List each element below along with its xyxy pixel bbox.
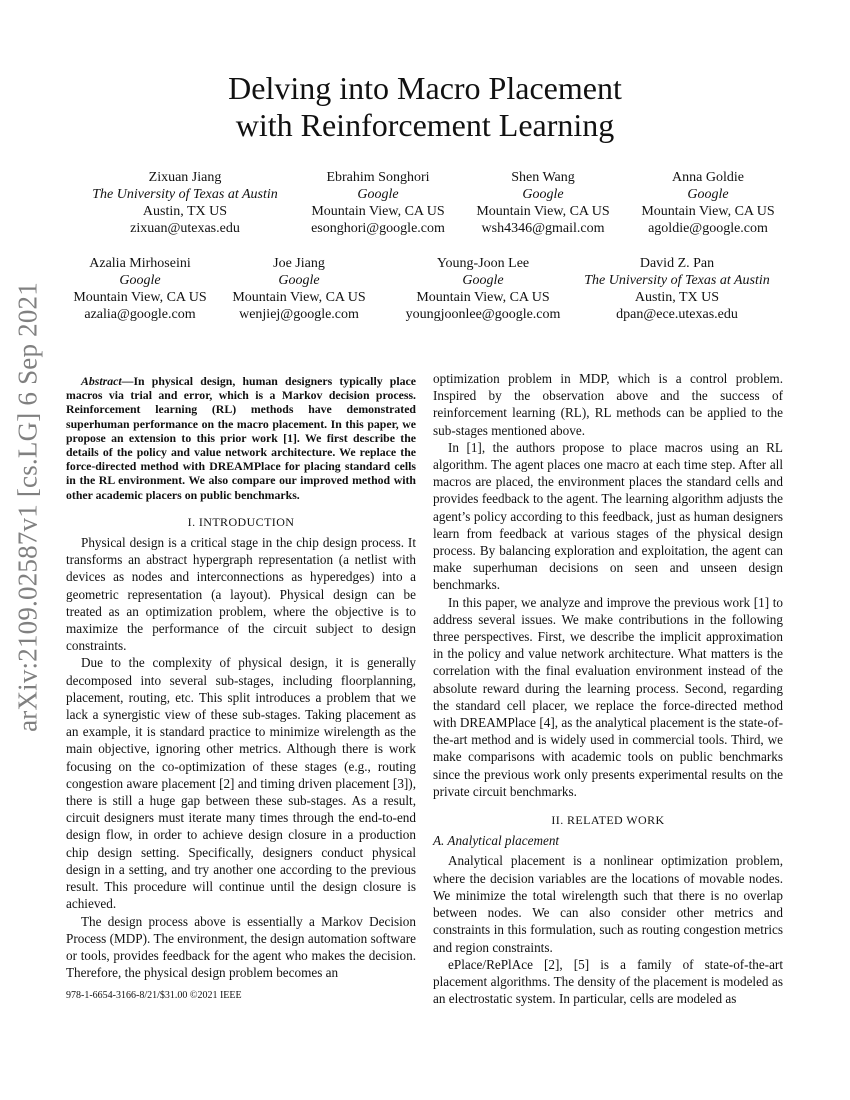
author-email: wenjiej@google.com bbox=[239, 307, 359, 322]
author-email: youngjoonlee@google.com bbox=[405, 307, 561, 322]
abstract-text: —In physical design, human designers typically place macros via trial and error, which is a Markov decision process. Reinforcement learning (RL) methods have demonstrated superhuman performance on the macro placement. In this paper, we propose an extension to this prior work [1]. We first describe the details of the policy and value network architecture. We replace the force-directed method with DREAMPlace for placing standard cells in the RL environment. We also compare our improved method with other academic placers on public benchmarks. bbox=[66, 374, 416, 502]
author-affiliation: The University of Texas at Austin bbox=[584, 273, 770, 288]
author-email: agoldie@google.com bbox=[648, 221, 768, 236]
author-block bbox=[214, 255, 384, 323]
paragraph: In [1], the authors propose to place macros using an RL algorithm. The agent places one macro at each time step. After all macros are placed, the environment places the standard cells and provides feedback to the agent. The learning algorithm adjusts the agent’s policy according to this feedback, just as human designers learn from feedback at various stages of the physical design process. By balancing exploration and exploitation, the agent can make superhuman decisions on seen and unseen design benchmarks. bbox=[433, 439, 783, 593]
title-line-1: Delving into Macro Placement bbox=[228, 70, 622, 106]
author-location: Mountain View, CA US bbox=[416, 290, 550, 305]
title-line-2: with Reinforcement Learning bbox=[235, 107, 615, 143]
section-heading-introduction: I. INTRODUCTION bbox=[187, 514, 295, 529]
abstract-label: Abstract bbox=[81, 374, 122, 388]
paragraph: The design process above is essentially a Markov Decision Process (MDP). The environment, the design automation software or tools, provides feedback for the agent who makes the decision. Therefore, the physical design problem becomes an bbox=[66, 913, 416, 981]
author-affiliation: Google bbox=[278, 273, 320, 288]
author-affiliation: The University of Texas at Austin bbox=[92, 187, 278, 202]
abstract bbox=[66, 374, 416, 502]
author-location: Mountain View, CA US bbox=[311, 204, 445, 219]
author-location: Mountain View, CA US bbox=[476, 204, 610, 219]
author-affiliation: Google bbox=[462, 273, 504, 288]
author-email: esonghori@google.com bbox=[311, 221, 445, 236]
author-email: zixuan@utexas.edu bbox=[130, 221, 240, 236]
author-affiliation: Google bbox=[119, 273, 161, 288]
right-column bbox=[433, 370, 783, 1007]
paper-title bbox=[120, 70, 730, 144]
author-name: Azalia Mirhoseini bbox=[89, 256, 191, 271]
author-name: Anna Goldie bbox=[672, 170, 744, 185]
author-block bbox=[52, 255, 228, 323]
subsection-heading: A. Analytical placement bbox=[433, 833, 560, 849]
author-block bbox=[622, 169, 794, 237]
author-location: Austin, TX US bbox=[142, 204, 228, 219]
copyright-footer: 978-1-6654-3166-8/21/$31.00 ©2021 IEEE bbox=[66, 990, 242, 1001]
author-block bbox=[60, 169, 310, 237]
paragraph: optimization problem in MDP, which is a control problem. Inspired by the observation above and the success of reinforcement learning (RL), RL methods can be applied to the sub-stages mentioned above. bbox=[433, 371, 783, 438]
author-name: Joe Jiang bbox=[273, 256, 325, 271]
author-location: Mountain View, CA US bbox=[641, 204, 775, 219]
author-block bbox=[458, 169, 628, 237]
author-affiliation: Google bbox=[357, 187, 399, 202]
arxiv-side-label bbox=[2, 267, 54, 747]
author-email: azalia@google.com bbox=[84, 307, 196, 322]
section-heading-related-work: II. RELATED WORK bbox=[551, 813, 665, 828]
left-column bbox=[66, 374, 416, 981]
paragraph: Physical design is a critical stage in the chip design process. It transforms an abstract hypergraph representation (a netlist with devices as nodes and interconnections as hyperedges) into a geometric representation (a layout). Physical design can be treated as an optimization problem, where the objective is to maximize the performance of the circuit subject to design constraints. bbox=[66, 535, 416, 654]
author-name: David Z. Pan bbox=[639, 256, 715, 271]
author-location: Mountain View, CA US bbox=[232, 290, 366, 305]
paragraph: ePlace/RePlAce [2], [5] is a family of state-of-the-art placement algorithms. The density of the placement is modeled as an electrostatic system. In particular, cells are modeled as bbox=[433, 956, 783, 1007]
author-block bbox=[290, 169, 466, 237]
author-name: Shen Wang bbox=[511, 170, 575, 185]
author-affiliation: Google bbox=[522, 187, 564, 202]
author-location: Austin, TX US bbox=[634, 290, 720, 305]
author-email: dpan@ece.utexas.edu bbox=[616, 307, 738, 322]
paragraph: In this paper, we analyze and improve the previous work [1] to address several issues. We make contributions in the following three perspectives. First, we describe the implicit approximation in the policy and value network architecture. What matters is the correlation with the final evaluation environment instead of the absolute reward during the learning process. Second, regarding the standard cell placer, we replace the force-directed method with DREAMPlace [4], as the analytical placement is the state-of-the-art method and is widely used in commercial tools. Third, we make comparisons with academic tools on public benchmarks since the previous work only presents experimental results on the private circuit benchmarks. bbox=[433, 594, 783, 799]
author-email: wsh4346@gmail.com bbox=[481, 221, 605, 236]
author-block bbox=[552, 255, 802, 323]
author-name: Young-Joon Lee bbox=[436, 256, 530, 271]
author-affiliation: Google bbox=[687, 187, 729, 202]
paragraph: Due to the complexity of physical design, it is generally decomposed into several sub-stages, including floorplanning, placement, routing, etc. This split introduces a problem that we lack a synergistic view of these sub-stages. Taking placement as an example, it is standard practice to minimize wirelength as the main objective, ignoring other metrics. Although there is work focusing on the co-optimization of these stages (e.g., routing congestion aware placement [2] and timing driven placement [3]), there is still a huge gap between these sub-stages. As a result, circuit designers must iterate many times through the end-to-end design flow, in order to achieve design closure in a production chip design setting. Specifically, designers conduct physical design in a setting, and try another one according to the previous result. This procedure will continue until the design closure is achieved. bbox=[66, 655, 416, 912]
author-location: Mountain View, CA US bbox=[73, 290, 207, 305]
arxiv-identifier: arXiv:2109.02587v1 [cs.LG] 6 Sep 2021 bbox=[12, 282, 43, 732]
author-name: Ebrahim Songhori bbox=[326, 170, 430, 185]
paragraph: Analytical placement is a nonlinear optimization problem, where the decision variables are the locations of movable nodes. We minimize the total wirelength such that there is no overlap between nodes. We can also consider other metrics and constraints in this formulation, such as routing congestion metrics and region constraints. bbox=[433, 853, 783, 955]
author-name: Zixuan Jiang bbox=[148, 170, 222, 185]
